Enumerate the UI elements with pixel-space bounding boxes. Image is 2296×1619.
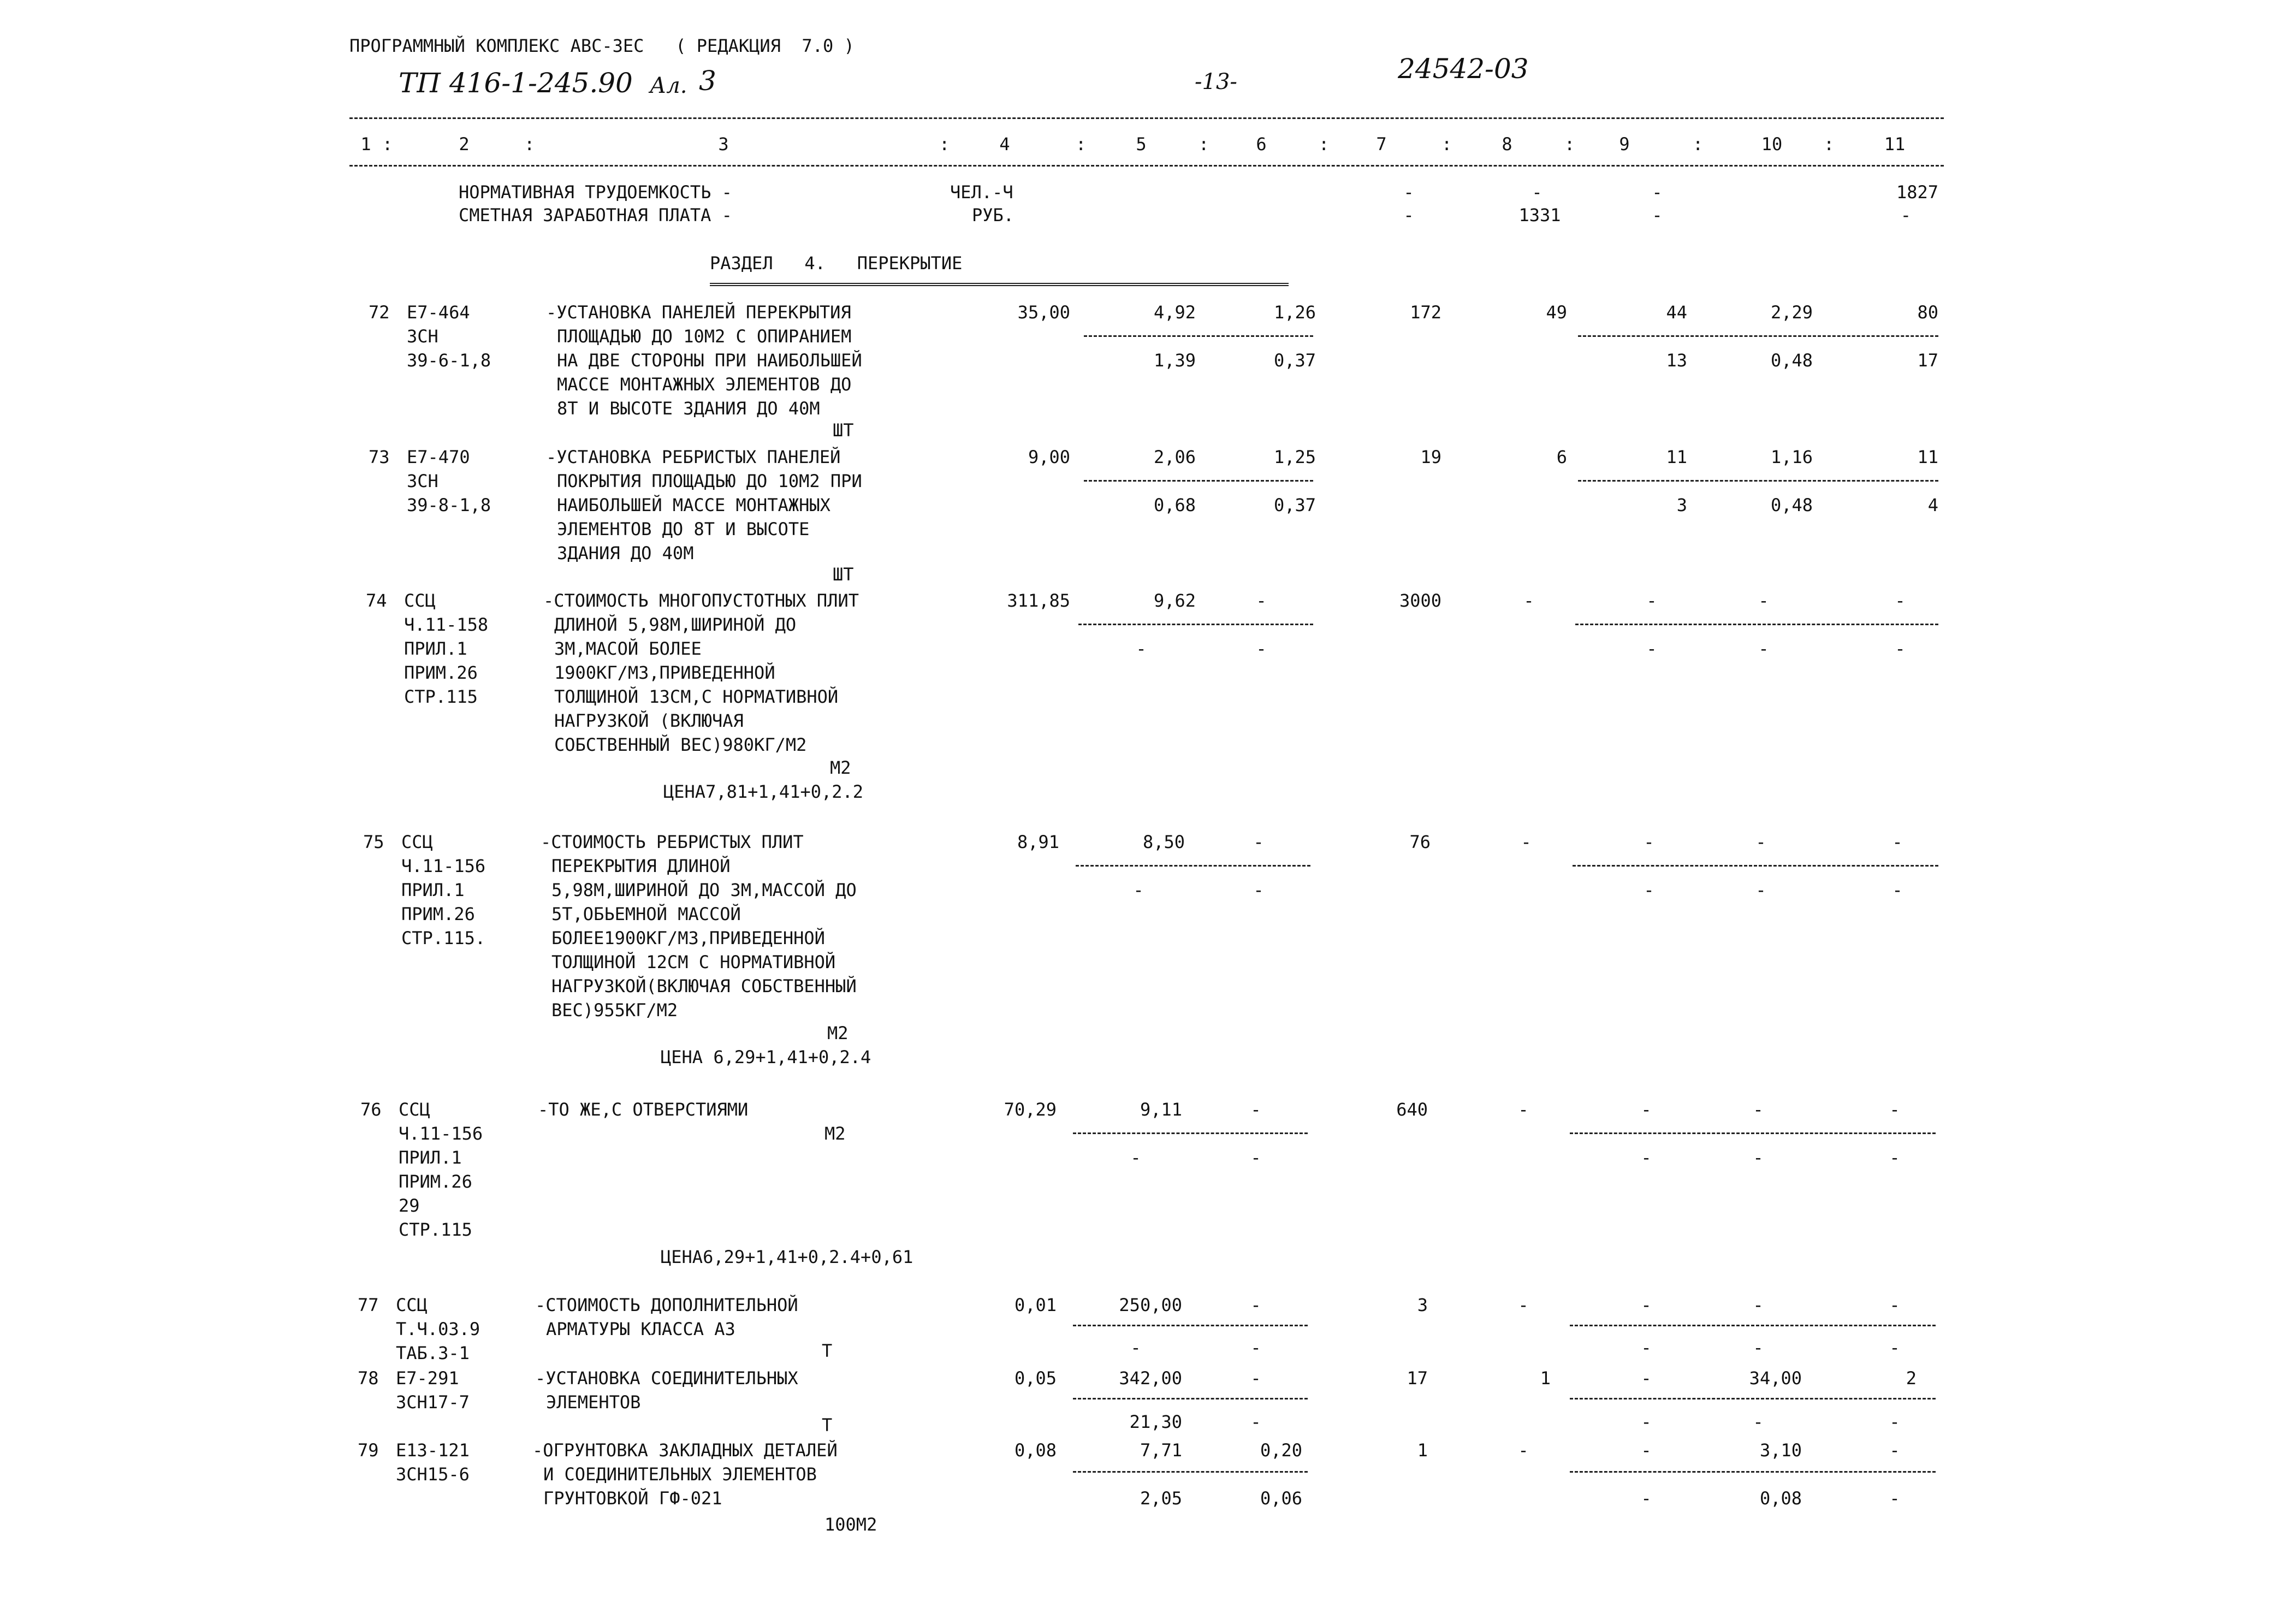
cell-col11-sub: - — [1889, 1488, 1900, 1509]
cell-col9: - — [1641, 1368, 1652, 1389]
cell-col6-sub: 0,06 — [1260, 1488, 1302, 1509]
row-number: 77 — [358, 1295, 379, 1315]
cell-col9-sub: 3 — [1676, 495, 1687, 515]
column-header: 9 — [1619, 134, 1630, 155]
row-description: И СОЕДИНИТЕЛЬНЫХ ЭЛЕМЕНТОВ — [543, 1464, 817, 1485]
row-unit: Т — [822, 1341, 833, 1361]
cell-col9: - — [1641, 1440, 1652, 1461]
row-description: МАССЕ МОНТАЖНЫХ ЭЛЕМЕНТОВ ДО — [557, 374, 852, 395]
row-description: АРМАТУРЫ КЛАССА А3 — [546, 1319, 735, 1339]
cell-col7: 19 — [1420, 447, 1441, 467]
cell-col9-sub: - — [1644, 880, 1654, 900]
row-code: ПРИЛ.1 — [404, 638, 467, 659]
cell-col11: - — [1892, 832, 1903, 852]
cell-col8: 6 — [1556, 447, 1567, 467]
row-description: НАГРУЗКОЙ(ВКЛЮЧАЯ СОБСТВЕННЫЙ — [551, 976, 857, 997]
column-header: 7 — [1376, 134, 1387, 155]
cell-col11-sub: - — [1889, 1337, 1900, 1358]
column-separators: : — [1441, 134, 1452, 155]
cell-col10-sub: - — [1753, 1337, 1764, 1358]
cell-col6: 1,25 — [1273, 447, 1316, 467]
cell-col5: 250,00 — [1119, 1295, 1182, 1315]
cell-col5: 342,00 — [1119, 1368, 1182, 1389]
cell-col5-sub: 1,39 — [1153, 350, 1196, 371]
column-header: 11 — [1884, 134, 1906, 155]
cell-col6: - — [1250, 1099, 1261, 1120]
cell-col11-sub: - — [1889, 1147, 1900, 1168]
summary-label: СМЕТНАЯ ЗАРАБОТНАЯ ПЛАТА - — [459, 205, 732, 226]
row-unit: Т — [822, 1415, 833, 1436]
cell-col5: 2,06 — [1153, 447, 1196, 467]
row-description: ВЕС)955КГ/М2 — [551, 1000, 678, 1021]
row-description: -СТОИМОСТЬ МНОГОПУСТОТНЫХ ПЛИТ — [543, 590, 859, 611]
row-number: 72 — [369, 302, 390, 323]
column-header: 2 — [459, 134, 470, 155]
cell-col6-sub: - — [1250, 1147, 1261, 1168]
row-description: ПОКРЫТИЯ ПЛОЩАДЬЮ ДО 10М2 ПРИ — [557, 471, 862, 491]
row-description: -УСТАНОВКА СОЕДИНИТЕЛЬНЫХ — [535, 1368, 798, 1389]
cell-col5: 7,71 — [1140, 1440, 1182, 1461]
cell-col5: 4,92 — [1153, 302, 1196, 323]
cell-col5-sub: - — [1133, 880, 1144, 900]
cell-col8: - — [1521, 832, 1532, 852]
cell-col5: 9,11 — [1140, 1099, 1182, 1120]
cell-col11: 11 — [1917, 447, 1938, 467]
column-separators: : — [524, 134, 535, 155]
cell-col10: - — [1753, 1295, 1764, 1315]
row-unit: М2 — [830, 757, 851, 778]
cell-col4: 311,85 — [1007, 590, 1070, 611]
section-title: РАЗДЕЛ 4. ПЕРЕКРЫТИЕ — [710, 253, 963, 274]
row-description: ГРУНТОВКОЙ ГФ-021 — [543, 1488, 722, 1509]
page-number: -13- — [1195, 69, 1237, 94]
cell-col6: 1,26 — [1273, 302, 1316, 323]
cell-col4: 35,00 — [1017, 302, 1070, 323]
cell-col5-sub: 2,05 — [1140, 1488, 1182, 1509]
cell-col10-sub: - — [1755, 880, 1766, 900]
cell-col6-sub: - — [1250, 1412, 1261, 1432]
cell-col4: 9,00 — [1028, 447, 1070, 467]
cell-col6-sub: - — [1256, 638, 1267, 659]
fraction-rule — [1076, 865, 1310, 867]
row-code: СТР.115 — [399, 1219, 472, 1240]
cell-col7: 172 — [1410, 302, 1441, 323]
row-code: ПРИМ.26 — [399, 1171, 472, 1192]
cell-col11: - — [1889, 1099, 1900, 1120]
column-separators: : — [1693, 134, 1704, 155]
row-description: НА ДВЕ СТОРОНЫ ПРИ НАИБОЛЬШЕЙ — [557, 350, 862, 371]
cell-col11: 1827 — [1896, 182, 1938, 203]
row-code: Ч.11-158 — [404, 614, 489, 635]
fraction-rule — [1084, 335, 1313, 337]
column-header: 8 — [1502, 134, 1512, 155]
row-description: -УСТАНОВКА ПАНЕЛЕЙ ПЕРЕКРЫТИЯ — [546, 302, 851, 323]
row-description: 3М,МАСОЙ БОЛЕЕ — [554, 638, 702, 659]
cell-col11: 2 — [1906, 1368, 1917, 1389]
fraction-rule — [1078, 624, 1313, 625]
fraction-rule — [1073, 1325, 1308, 1326]
row-unit: ШТ — [833, 564, 854, 585]
cell-col11-sub: - — [1889, 1412, 1900, 1432]
column-separators: : — [1319, 134, 1330, 155]
row-code: ССЦ — [399, 1099, 430, 1120]
cell-col10-sub: 0,48 — [1770, 350, 1813, 371]
cell-col10-sub: 0,48 — [1770, 495, 1813, 515]
column-header: 10 — [1761, 134, 1783, 155]
row-description: БОЛЕЕ1900КГ/М3,ПРИВЕДЕННОЙ — [551, 928, 825, 948]
cell-col9: - — [1644, 832, 1654, 852]
row-description: -УСТАНОВКА РЕБРИСТЫХ ПАНЕЛЕЙ — [546, 447, 841, 467]
cell-col8: - — [1518, 1295, 1529, 1315]
row-code: ПРИМ.26 — [401, 904, 475, 924]
cell-col8: 1 — [1540, 1368, 1551, 1389]
fraction-rule — [1073, 1471, 1308, 1473]
cell-col11: - — [1895, 590, 1906, 611]
row-code: ПРИЛ.1 — [401, 880, 465, 900]
fraction-rule — [1575, 624, 1938, 625]
row-code: ЗСН — [407, 326, 438, 347]
cell-col9-sub: 13 — [1666, 350, 1687, 371]
cell-col8: - — [1518, 1440, 1529, 1461]
row-description: -СТОИМОСТЬ РЕБРИСТЫХ ПЛИТ — [541, 832, 804, 852]
cell-col7: 1 — [1417, 1440, 1428, 1461]
fraction-rule — [1073, 1132, 1308, 1134]
cell-col7: - — [1403, 205, 1414, 226]
cell-col9-sub: - — [1641, 1147, 1652, 1168]
cell-col11-sub: - — [1895, 638, 1906, 659]
row-price-formula: ЦЕНА 6,29+1,41+0,2.4 — [661, 1047, 871, 1068]
cell-col6: - — [1253, 832, 1264, 852]
column-header: 6 — [1256, 134, 1267, 155]
cell-col9: 44 — [1666, 302, 1687, 323]
section-underline — [710, 283, 1289, 286]
row-code: Т.Ч.03.9 — [396, 1319, 480, 1339]
table-header-rule — [349, 165, 1944, 167]
fraction-rule — [1578, 480, 1938, 482]
row-description: ЗДАНИЯ ДО 40М — [557, 543, 694, 564]
cell-col11: - — [1889, 1295, 1900, 1315]
row-description: 8Т И ВЫСОТЕ ЗДАНИЯ ДО 40М — [557, 398, 820, 419]
row-description: -СТОИМОСТЬ ДОПОЛНИТЕЛЬНОЙ — [535, 1295, 798, 1315]
row-code: ЗСН15-6 — [396, 1464, 470, 1485]
cell-col8: - — [1523, 590, 1534, 611]
cell-col6-sub: - — [1250, 1337, 1261, 1358]
row-code: ССЦ — [396, 1295, 428, 1315]
cell-col5-sub: - — [1130, 1147, 1141, 1168]
cell-col9-sub: - — [1641, 1337, 1652, 1358]
sheet-prefix: Ал. — [650, 73, 687, 98]
cell-col11-sub: 4 — [1927, 495, 1938, 515]
fraction-rule — [1573, 865, 1938, 867]
column-separators: : — [382, 134, 393, 155]
row-description: -ТО ЖЕ,С ОТВЕРСТИЯМИ — [538, 1099, 749, 1120]
row-description: НАИБОЛЬШЕЙ МАССЕ МОНТАЖНЫХ — [557, 495, 830, 515]
cell-col10: 3,10 — [1759, 1440, 1802, 1461]
row-number: 79 — [358, 1440, 379, 1461]
cell-col7: 640 — [1396, 1099, 1428, 1120]
cell-col6-sub: 0,37 — [1273, 350, 1316, 371]
doc-code: ТП 416-1-245.90 — [399, 67, 633, 99]
row-code: 39-8-1,8 — [407, 495, 491, 515]
cell-col9: - — [1646, 590, 1657, 611]
row-description: ТОЛЩИНОЙ 13СМ,С НОРМАТИВНОЙ — [554, 686, 839, 707]
row-code: Ч.11-156 — [401, 856, 486, 876]
column-separators: : — [1824, 134, 1835, 155]
cell-col11: 80 — [1917, 302, 1938, 323]
cell-col9: - — [1652, 205, 1663, 226]
cell-col6: - — [1250, 1368, 1261, 1389]
row-description: ПЛОЩАДЬЮ ДО 10М2 С ОПИРАНИЕМ — [557, 326, 852, 347]
row-description: ТОЛЩИНОЙ 12СМ С НОРМАТИВНОЙ — [551, 952, 836, 972]
fraction-rule — [1570, 1471, 1936, 1473]
cell-col9: - — [1641, 1099, 1652, 1120]
cell-col9: 11 — [1666, 447, 1687, 467]
cell-col5: 9,62 — [1153, 590, 1196, 611]
row-number: 73 — [369, 447, 390, 467]
row-description: 1900КГ/М3,ПРИВЕДЕННОЙ — [554, 662, 775, 683]
row-code: Ч.11-156 — [399, 1123, 483, 1144]
cell-col10-sub: - — [1758, 638, 1769, 659]
column-header: 4 — [999, 134, 1010, 155]
summary-unit: ЧЕЛ.-Ч — [950, 182, 1013, 203]
row-code: ПРИЛ.1 — [399, 1147, 462, 1168]
cell-col6-sub: - — [1253, 880, 1264, 900]
row-unit: 100М2 — [824, 1514, 877, 1535]
cell-col5-sub: - — [1136, 638, 1147, 659]
cell-col10: - — [1755, 832, 1766, 852]
column-separators: : — [1564, 134, 1575, 155]
row-description: ПЕРЕКРЫТИЯ ДЛИНОЙ — [551, 856, 731, 876]
row-unit: М2 — [827, 1023, 849, 1043]
column-header: 5 — [1136, 134, 1147, 155]
row-code: ССЦ — [401, 832, 433, 852]
cell-col5-sub: - — [1130, 1337, 1141, 1358]
row-price-formula: ЦЕНА6,29+1,41+0,2.4+0,61 — [661, 1247, 913, 1267]
row-code: ЗСН — [407, 471, 438, 491]
cell-col9-sub: - — [1641, 1488, 1652, 1509]
cell-col11: - — [1900, 205, 1911, 226]
row-code: Е7-464 — [407, 302, 470, 323]
row-number: 74 — [366, 590, 387, 611]
archive-stamp: 24542-03 — [1398, 53, 1529, 85]
column-header: 1 — [360, 134, 371, 155]
cell-col9: - — [1652, 182, 1663, 203]
column-header: 3 — [718, 134, 729, 155]
cell-col7: 3000 — [1399, 590, 1441, 611]
cell-col6: - — [1256, 590, 1267, 611]
row-description: 5,98М,ШИРИНОЙ ДО 3М,МАССОЙ ДО — [551, 880, 857, 900]
table-top-rule — [349, 117, 1944, 119]
fraction-rule — [1578, 335, 1938, 337]
cell-col8: - — [1532, 182, 1542, 203]
cell-col4: 8,91 — [1017, 832, 1059, 852]
cell-col8: - — [1518, 1099, 1529, 1120]
row-code: Е7-291 — [396, 1368, 459, 1389]
cell-col10-sub: - — [1753, 1412, 1764, 1432]
cell-col5-sub: 21,30 — [1129, 1412, 1182, 1432]
row-number: 76 — [360, 1099, 382, 1120]
cell-col7: 3 — [1417, 1295, 1428, 1315]
row-number: 78 — [358, 1368, 379, 1389]
row-code: СТР.115. — [401, 928, 486, 948]
row-code: 39-6-1,8 — [407, 350, 491, 371]
row-unit: М2 — [824, 1123, 846, 1144]
cell-col10: 2,29 — [1770, 302, 1813, 323]
row-description: 5Т,ОБЬЕМНОЙ МАССОЙ — [551, 904, 741, 924]
cell-col7: 76 — [1409, 832, 1431, 852]
cell-col10: - — [1753, 1099, 1764, 1120]
cell-col11-sub: - — [1892, 880, 1903, 900]
column-separators: : — [939, 134, 950, 155]
row-description: СОБСТВЕННЫЙ ВЕС)980КГ/М2 — [554, 734, 807, 755]
row-description: -ОГРУНТОВКА ЗАКЛАДНЫХ ДЕТАЛЕЙ — [532, 1440, 838, 1461]
cell-col6-sub: 0,37 — [1273, 495, 1316, 515]
cell-col5: 8,50 — [1142, 832, 1185, 852]
cell-col10-sub: 0,08 — [1759, 1488, 1802, 1509]
cell-col4: 0,08 — [1014, 1440, 1057, 1461]
column-separators: : — [1199, 134, 1209, 155]
program-title: ПРОГРАММНЫЙ КОМПЛЕКС АВС-ЗЕС ( РЕДАКЦИЯ 7.0 ) — [349, 35, 855, 56]
cell-col10: 34,00 — [1749, 1368, 1802, 1389]
cell-col8: 49 — [1546, 302, 1567, 323]
row-code: ТАБ.3-1 — [396, 1343, 470, 1363]
cell-col6: 0,20 — [1260, 1440, 1302, 1461]
cell-col9-sub: - — [1641, 1412, 1652, 1432]
cell-col10: 1,16 — [1770, 447, 1813, 467]
row-description: ЭЛЕМЕНТОВ — [546, 1392, 641, 1413]
cell-col10: - — [1758, 590, 1769, 611]
row-number: 75 — [363, 832, 384, 852]
column-separators: : — [1076, 134, 1087, 155]
summary-unit: РУБ. — [972, 205, 1014, 226]
sheet-number: 3 — [699, 65, 716, 97]
fraction-rule — [1570, 1398, 1936, 1399]
cell-col11: - — [1889, 1440, 1900, 1461]
row-code: СТР.115 — [404, 686, 478, 707]
cell-col5-sub: 0,68 — [1153, 495, 1196, 515]
fraction-rule — [1084, 480, 1313, 482]
cell-col7: 17 — [1407, 1368, 1428, 1389]
cell-col8: 1331 — [1518, 205, 1561, 226]
summary-label: НОРМАТИВНАЯ ТРУДОЕМКОСТЬ - — [459, 182, 732, 203]
row-code: Е13-121 — [396, 1440, 470, 1461]
cell-col4: 0,01 — [1014, 1295, 1057, 1315]
cell-col4: 70,29 — [1004, 1099, 1057, 1120]
row-code: ПРИМ.26 — [404, 662, 478, 683]
cell-col10-sub: - — [1753, 1147, 1764, 1168]
row-price-formula: ЦЕНА7,81+1,41+0,2.2 — [663, 781, 864, 802]
cell-col4: 0,05 — [1014, 1368, 1057, 1389]
fraction-rule — [1570, 1325, 1936, 1326]
cell-col6: - — [1250, 1295, 1261, 1315]
cell-col11-sub: 17 — [1917, 350, 1938, 371]
fraction-rule — [1570, 1132, 1936, 1134]
row-code: ЗСН17-7 — [396, 1392, 470, 1413]
cell-col7: - — [1403, 182, 1414, 203]
row-code: 29 — [399, 1195, 420, 1216]
row-description: ДЛИНОЙ 5,98М,ШИРИНОЙ ДО — [554, 614, 797, 635]
row-code: Е7-470 — [407, 447, 470, 467]
row-description: НАГРУЗКОЙ (ВКЛЮЧАЯ — [554, 710, 744, 731]
fraction-rule — [1073, 1398, 1308, 1399]
row-description: ЭЛЕМЕНТОВ ДО 8Т И ВЫСОТЕ — [557, 519, 810, 539]
cell-col9: - — [1641, 1295, 1652, 1315]
row-code: ССЦ — [404, 590, 436, 611]
cell-col9-sub: - — [1646, 638, 1657, 659]
row-unit: ШТ — [833, 420, 854, 441]
